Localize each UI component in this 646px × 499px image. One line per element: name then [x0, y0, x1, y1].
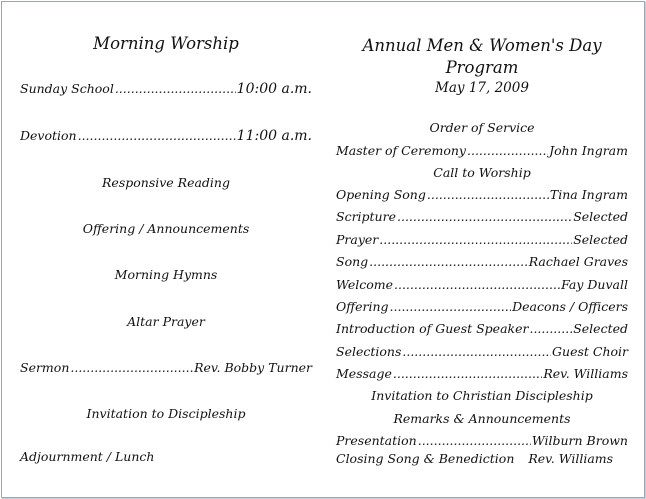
dot-leader	[369, 254, 528, 270]
service-item-value: Deacons / Officers	[512, 299, 628, 314]
service-item	[336, 321, 628, 337]
service-item-label: Selections	[336, 344, 402, 359]
call-to-worship-heading: Call to Worship	[433, 165, 531, 180]
dot-leader	[390, 299, 512, 315]
document-page	[1, 1, 645, 498]
closing-value: Rev. Williams	[528, 451, 614, 466]
service-item-label: Welcome	[336, 277, 394, 292]
dot-leader	[70, 360, 193, 376]
invitation-christian-discipleship: Invitation to Christian Discipleship	[371, 388, 593, 403]
presentation-value: Wilburn Brown	[531, 433, 628, 448]
dot-leader	[418, 433, 531, 449]
master-label: Master of Ceremony	[336, 143, 466, 158]
program-title-line1: Annual Men & Women's Day	[362, 36, 602, 55]
sunday-school-label: Sunday School	[20, 81, 114, 96]
devotion-time: 11:00 a.m.	[236, 128, 312, 144]
dot-leader	[379, 232, 572, 248]
service-item-value: Rachael Graves	[528, 254, 628, 269]
dot-leader	[402, 344, 551, 360]
dot-leader	[397, 209, 572, 225]
adjournment-lunch: Adjournment / Lunch	[20, 449, 155, 464]
dot-leader	[115, 81, 236, 97]
service-item	[336, 232, 628, 248]
dot-leader	[529, 321, 572, 337]
master-value: John Ingram	[549, 143, 628, 158]
service-item-value: Fay Duvall	[561, 277, 628, 292]
morning-worship-title: Morning Worship	[93, 34, 239, 53]
sermon-speaker: Rev. Bobby Turner	[194, 360, 312, 375]
remarks-announcements: Remarks & Announcements	[393, 411, 571, 426]
closing-line	[336, 451, 613, 467]
closing-label: Closing Song & Benediction	[336, 451, 515, 466]
service-item-label: Prayer	[336, 232, 379, 247]
presentation-label: Presentation	[336, 433, 417, 448]
sermon-label: Sermon	[20, 360, 70, 375]
service-item-value: Selected	[573, 232, 628, 247]
sunday-school-time: 10:00 a.m.	[236, 81, 312, 97]
dot-leader	[393, 366, 542, 382]
dot-leader	[394, 277, 560, 293]
service-item-label: Song	[336, 254, 369, 269]
sermon-line	[20, 360, 312, 376]
service-item-label: Introduction of Guest Speaker	[336, 321, 529, 336]
program-title-line2: Program	[445, 58, 519, 77]
service-item-value: Rev. Williams	[543, 366, 628, 381]
service-item-label: Offering	[336, 299, 389, 314]
sunday-school-line	[20, 81, 312, 97]
devotion-label: Devotion	[20, 128, 77, 143]
service-item-value: Guest Choir	[552, 344, 628, 359]
responsive-reading: Responsive Reading	[102, 175, 230, 190]
service-item	[336, 187, 628, 203]
service-item	[336, 299, 628, 315]
service-item-label: Opening Song	[336, 187, 426, 202]
dot-leader	[78, 128, 236, 144]
altar-prayer: Altar Prayer	[127, 314, 205, 329]
invitation-discipleship: Invitation to Discipleship	[86, 406, 246, 421]
service-item	[336, 209, 628, 225]
service-item-label: Scripture	[336, 209, 396, 224]
service-item-value: Tina Ingram	[549, 187, 628, 202]
morning-hymns: Morning Hymns	[114, 267, 218, 282]
devotion-line	[20, 128, 312, 144]
service-item-value: Selected	[573, 209, 628, 224]
service-item	[336, 366, 628, 382]
dot-leader	[467, 143, 548, 159]
service-item-value: Selected	[573, 321, 628, 336]
service-item	[336, 254, 628, 270]
offering-announcements: Offering / Announcements	[82, 221, 250, 236]
order-of-service-heading: Order of Service	[429, 120, 535, 135]
dot-leader	[427, 187, 549, 203]
master-of-ceremony-line	[336, 143, 628, 159]
program-date: May 17, 2009	[435, 80, 529, 96]
service-item	[336, 277, 628, 293]
presentation-line	[336, 433, 628, 449]
service-item-label: Message	[336, 366, 392, 381]
service-item	[336, 344, 628, 360]
